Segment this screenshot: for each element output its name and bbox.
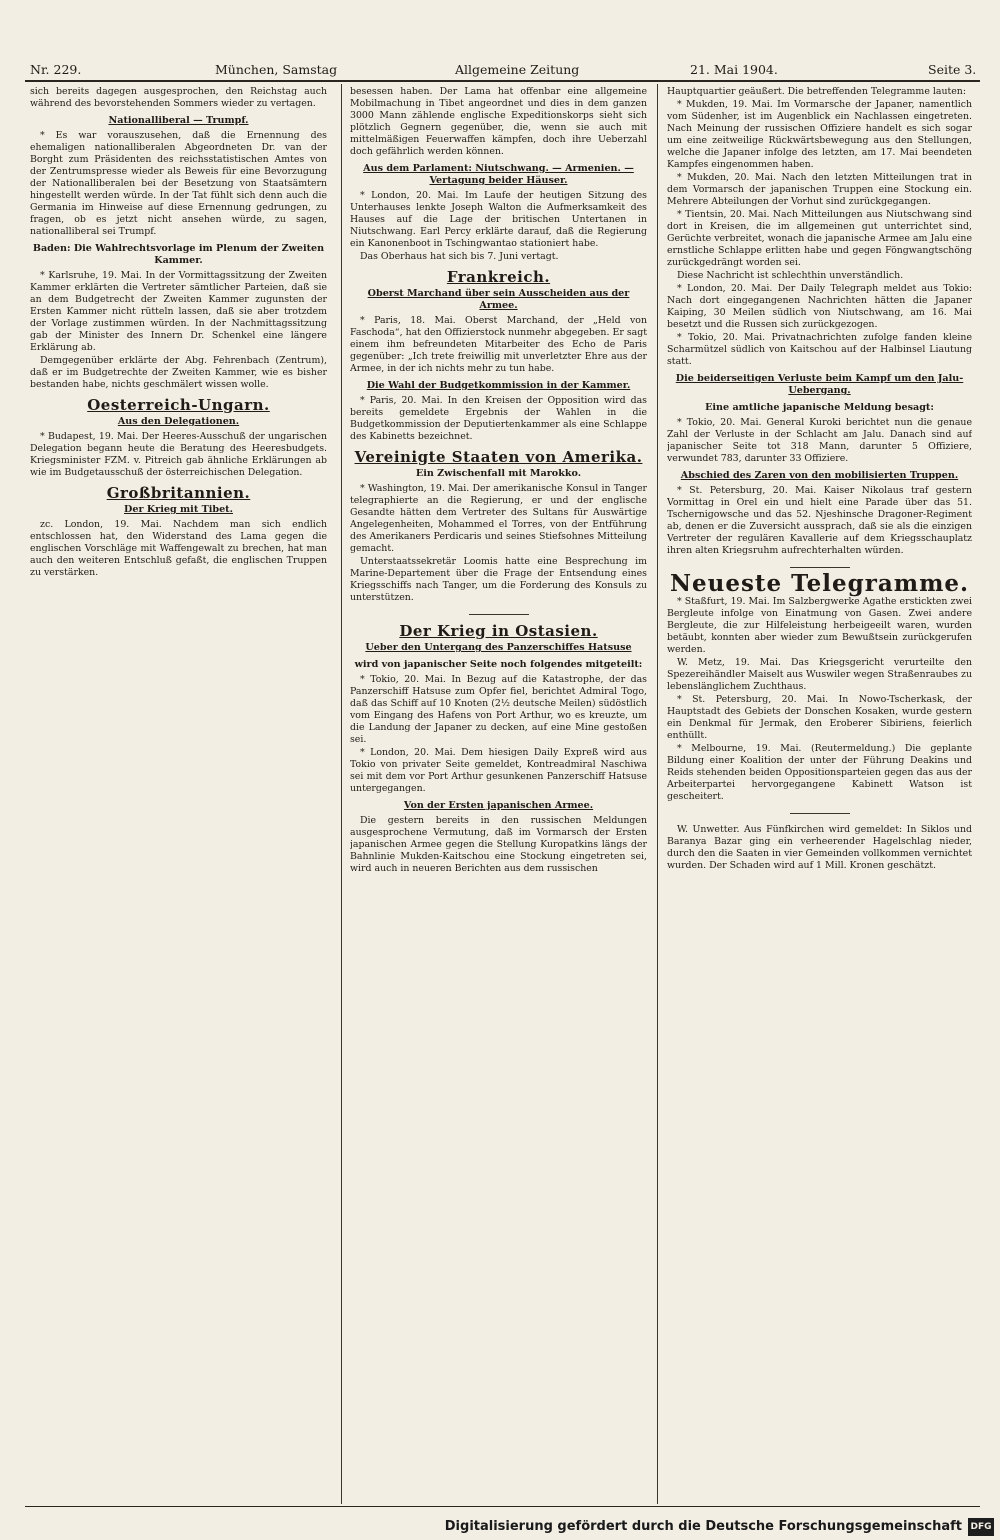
paragraph: W. Unwetter. Aus Fünfkirchen wird gemeldet: In Siklos und Baranya Bazar ging ein verheerender Hagelschlag nieder, durch den die Saaten in vier Gemeinden vollkommen vernichtet wurden. Der Schaden wird auf 1 Mill. Kronen geschätzt. (667, 824, 972, 871)
paragraph: Hauptquartier geäußert. Die betreffenden Telegramme lauten: (667, 86, 966, 97)
issue-date: 21. Mai 1904. (690, 62, 778, 77)
column-3 (667, 86, 972, 1506)
subheading: Eine amtliche japanische Meldung besagt: (705, 402, 934, 413)
paragraph: zc. London, 19. Mai. Nachdem man sich endlich entschlossen hat, den Widerstand des Lama gegen die englischen Vorschläge mit Waffengewalt zu brechen, hat man auch den weiteren Entschluß gefaßt, die englischen Truppen zu verstärken. (30, 519, 327, 578)
funding-credit: Digitalisierung gefördert durch die Deutsche Forschungsgemeinschaft (444, 1519, 962, 1534)
section-heading: Der Krieg in Ostasien. (399, 622, 598, 640)
issue-number: Nr. 229. (30, 62, 82, 77)
paragraph: * Tientsin, 20. Mai. Nach Mitteilungen aus Niutschwang sind dort in Kreisen, die im allgemeinen gut unterrichtet sind, Gerüchte verbreitet, wonach die japanische Armee am Jalu eine ernstliche Schlappe erlitten habe und gegen Föngwangtschöng zurückgedrängt worden sei. (667, 209, 972, 268)
paragraph: * Mukden, 19. Mai. Im Vormarsche der Japaner, namentlich vom Südenher, ist im Augenblick ein Nachlassen eingetreten. Nach Meinung der russischen Offiziere handelt es sich sogar um eine zeitweilige Rückwärtsbewegung aus den Stellungen, welche die Japaner infolge des letzten, am 17. Mai beendeten Kampfes eingenommen haben. (667, 99, 972, 170)
paragraph: Demgegenüber erklärte der Abg. Fehrenbach (Zentrum), daß er im Budgetrechte der Zweiten Kammer, wie es bisher bestanden habe, nichts geschmälert wissen wolle. (30, 355, 327, 390)
subheading: Ein Zwischenfall mit Marokko. (415, 468, 582, 479)
section-heading: Oesterreich-Ungarn. (87, 396, 270, 414)
paragraph: * Staßfurt, 19. Mai. Im Salzbergwerke Agathe erstickten zwei Bergleute infolge von Einatmung von Gasen. Zwei andere Bergleute, die zur Hilfeleistung herbeigeeilt waren, wurden betäubt, konnten aber wieder zum Bewußtsein zurückgerufen werden. (667, 596, 972, 655)
paragraph: * London, 20. Mai. Dem hiesigen Daily Expreß wird aus Tokio von privater Seite gemeldet, Kontreadmiral Naschiwa sei mit dem vor Port Arthur gesunkenen Panzerschiff Hatsuse untergegangen. (350, 747, 647, 794)
paragraph: W. Metz, 19. Mai. Das Kriegsgericht verurteilte den Spezereihändler Maiselt aus Wuswiler wegen Straßenraubes zu lebenslänglichem Zuchthaus. (667, 657, 972, 692)
paragraph: * Melbourne, 19. Mai. (Reutermeldung.) Die geplante Bildung einer Koalition der unter der Führung Deakins und Reids stehenden beiden Oppositionsparteien gegen das aus der Arbeiterpartei hervorgegangene Kabinett Watson ist gescheitert. (667, 743, 972, 802)
subheading: Nationalliberal — Trumpf. (108, 115, 249, 126)
subheading: Abschied des Zaren von den mobilisierten Truppen. (680, 470, 959, 481)
paragraph: Das Oberhaus hat sich bis 7. Juni vertagt. (360, 251, 559, 262)
paragraph: * Mukden, 20. Mai. Nach den letzten Mitteilungen trat in dem Vormarsch der japanischen Truppen eine Stockung ein. Mehrere Abteilungen der Vorhut sind zurückgegangen. (667, 172, 972, 207)
subheading: Die beiderseitigen Verluste beim Kampf um den Jalu-Uebergang. (675, 373, 964, 396)
paragraph: Unterstaatssekretär Loomis hatte eine Besprechung im Marine-Departement über die Frage der Entsendung eines Kriegsschiffs nach Tanger, um die Forderung des Konsuls zu unterstützen. (350, 556, 647, 603)
subheading: Ueber den Untergang des Panzerschiffes Hatsuse (365, 642, 632, 653)
paragraph: sich bereits dagegen ausgesprochen, den Reichstag auch während des bevorstehenden Sommers wieder zu vertagen. (30, 86, 327, 109)
paragraph: Diese Nachricht ist schlechthin unverständlich. (677, 270, 904, 281)
column-1 (30, 86, 327, 1506)
paragraph: * Tokio, 20. Mai. In Bezug auf die Katastrophe, der das Panzerschiff Hatsuse zum Opfer fiel, berichtet Admiral Togo, daß das Schiff auf 10 Knoten (2½ deutsche Meilen) südöstlich vom Eingang des Hafens von Port Arthur, wo es kreuzte, um die Landung der Japaner zu decken, auf eine Mine gestoßen sei. (350, 674, 647, 745)
separator-rule (790, 567, 850, 568)
section-heading: Vereinigte Staaten von Amerika. (354, 448, 643, 466)
header-rule (25, 80, 980, 82)
paragraph: besessen haben. Der Lama hat offenbar eine allgemeine Mobilmachung in Tibet angeordnet und dies in dem ganzen 3000 Mann zählende englische Expeditionskorps sieht sich plötzlich Gegnern gegenüber, die, wenn sie auch mit mittelmäßigen Feuerwaffen kämpfen, doch ihre Ueberzahl doch gefährlich werden können. (350, 86, 647, 157)
section-heading-large: Neueste Telegramme. (669, 570, 970, 597)
paragraph: * St. Petersburg, 20. Mai. In Nowo-Tscherkask, der Hauptstadt des Gebiets der Donschen Kosaken, wurde gestern ein Denkmal für Jermak, den Eroberer Sibiriens, feierlich enthüllt. (667, 694, 972, 741)
column-divider (657, 84, 658, 1504)
footer-rule (25, 1506, 980, 1507)
paragraph: * Paris, 18. Mai. Oberst Marchand, der „Held von Faschoda“, hat den Offizierstock nunmehr abgegeben. Er sagt einem ihm befreundeten Mitarbeiter des Echo de Paris gegenüber: „Ich trete freiwillig mit unverletzter Ehre aus der Armee, in der ich nichts mehr zu tun habe. (350, 315, 647, 374)
dfg-logo-icon: DFG (968, 1518, 994, 1536)
subheading: wird von japanischer Seite noch folgendes mitgeteilt: (354, 659, 643, 670)
page-number: Seite 3. (928, 62, 977, 77)
section-heading: Großbritannien. (106, 484, 251, 502)
paragraph: * London, 20. Mai. Im Laufe der heutigen Sitzung des Unterhauses lenkte Joseph Walton die Aufmerksamkeit des Hauses auf die Lage der britischen Untertanen in Niutschwang. Earl Percy erklärte darauf, daß die Regierung ein Kanonenboot in Tschingwantao stationiert habe. (350, 190, 647, 249)
paragraph: * Washington, 19. Mai. Der amerikanische Konsul in Tanger telegraphierte an die Regierung, er und der englische Gesandte hätten dem Vertreter des Sultans für Auswärtige Angelegenheiten, Mohammed el Torres, von der Entführung des Amerikaners Perdicaris und seines Stiefsohnes Mitteilung gemacht. (350, 483, 647, 554)
place-and-day: München, Samstag (215, 62, 338, 77)
paragraph: * Es war vorauszusehen, daß die Ernennung des ehemaligen nationalliberalen Abgeordneten Dr. van der Borght zum Präsidenten des reichsstatistischen Amtes von der Zentrumspresse wieder als Beweis für eine Bevorzugung der Nationalliberalen bei der Besetzung von Staatsämtern hingestellt werden würde. In der Tat fühlt sich denn auch die Germania im Hinweise auf diese Ernennung gedrungen, zu fragen, ob es jetzt nicht ansehen würde, zu sagen, nationalliberal sei Trumpf. (30, 130, 327, 237)
subheading: Oberst Marchand über sein Ausscheiden aus der Armee. (367, 288, 630, 311)
paragraph: * Karlsruhe, 19. Mai. In der Vormittagssitzung der Zweiten Kammer erklärten die Vertreter sämtlicher Parteien, daß sie an dem Budgetrecht der Zweiten Kammer zugunsten der Ersten Kammer nicht rütteln lassen, daß sie aber trotzdem der Vorlage zustimmen würden. In der Nachmittagssitzung gab der Minister des Innern Dr. Schenkel eine längere Erklärung ab. (30, 270, 327, 353)
column-2 (350, 86, 647, 1506)
paragraph: * St. Petersburg, 20. Mai. Kaiser Nikolaus traf gestern Vormittag in Orel ein und hielt eine Parade über das 51. Tschernigowsche und das 52. Njeshinsche Dragoner-Regiment ab, denen er die Zuversicht aussprach, daß sie als die einzigen Vertreter der regulären Kavallerie auf dem Kriegsschauplatz ihren alten Kriegsruhm aufrechterhalten würden. (667, 485, 972, 556)
separator-rule (469, 614, 529, 615)
page-header (0, 62, 1000, 80)
masthead: Allgemeine Zeitung (455, 62, 580, 77)
subheading: Aus dem Parlament: Niutschwang. — Armenien. — Vertagung beider Häuser. (363, 163, 634, 186)
paragraph: * Budapest, 19. Mai. Der Heeres-Ausschuß der ungarischen Delegation begann heute die Beratung des Heeresbudgets. Kriegsminister FZM. v. Pitreich gab ähnliche Erklärungen ab wie im Budgetausschuß der österreichischen Delegation. (30, 431, 327, 478)
subheading: Von der Ersten japanischen Armee. (403, 800, 594, 811)
subheading: Aus den Delegationen. (117, 416, 240, 427)
subheading: Die Wahl der Budgetkommission in der Kammer. (366, 380, 631, 391)
paragraph: * Tokio, 20. Mai. Privatnachrichten zufolge fanden kleine Scharmützel südlich von Kaitschou auf der Halbinsel Liautung statt. (667, 332, 972, 367)
paragraph: * London, 20. Mai. Der Daily Telegraph meldet aus Tokio: Nach dort eingegangenen Nachrichten hätten die Japaner Kaiping, 30 Meilen südlich von Niutschwang, am 16. Mai besetzt und die Russen sich zurückgezogen. (667, 283, 972, 330)
paragraph: Die gestern bereits in den russischen Meldungen ausgesprochene Vermutung, daß im Vormarsch der Ersten japanischen Armee gegen die Stellung Kuropatkins längs der Bahnlinie Mukden-Kaitschou eine Stockung eingetreten sei, wird auch in neueren Berichten aus dem russischen (350, 815, 647, 874)
subheading: Der Krieg mit Tibet. (124, 504, 233, 515)
subheading: Baden: Die Wahlrechtsvorlage im Plenum der Zweiten Kammer. (32, 243, 325, 266)
section-heading: Frankreich. (446, 268, 551, 286)
column-divider (341, 84, 342, 1504)
separator-rule (790, 813, 850, 814)
paragraph: * Tokio, 20. Mai. General Kuroki berichtet nun die genaue Zahl der Verluste in der Schlacht am Jalu. Danach sind auf japanischer Seite tot 318 Mann, darunter 5 Offiziere, verwundet 783, darunter 33 Offiziere. (667, 417, 972, 464)
digitization-footer (0, 1515, 1000, 1540)
paragraph: * Paris, 20. Mai. In den Kreisen der Opposition wird das bereits gemeldete Ergebnis der Wahlen in die Budgetkommission der Deputiertenkammer als eine Schlappe des Kabinetts bezeichnet. (350, 395, 647, 442)
